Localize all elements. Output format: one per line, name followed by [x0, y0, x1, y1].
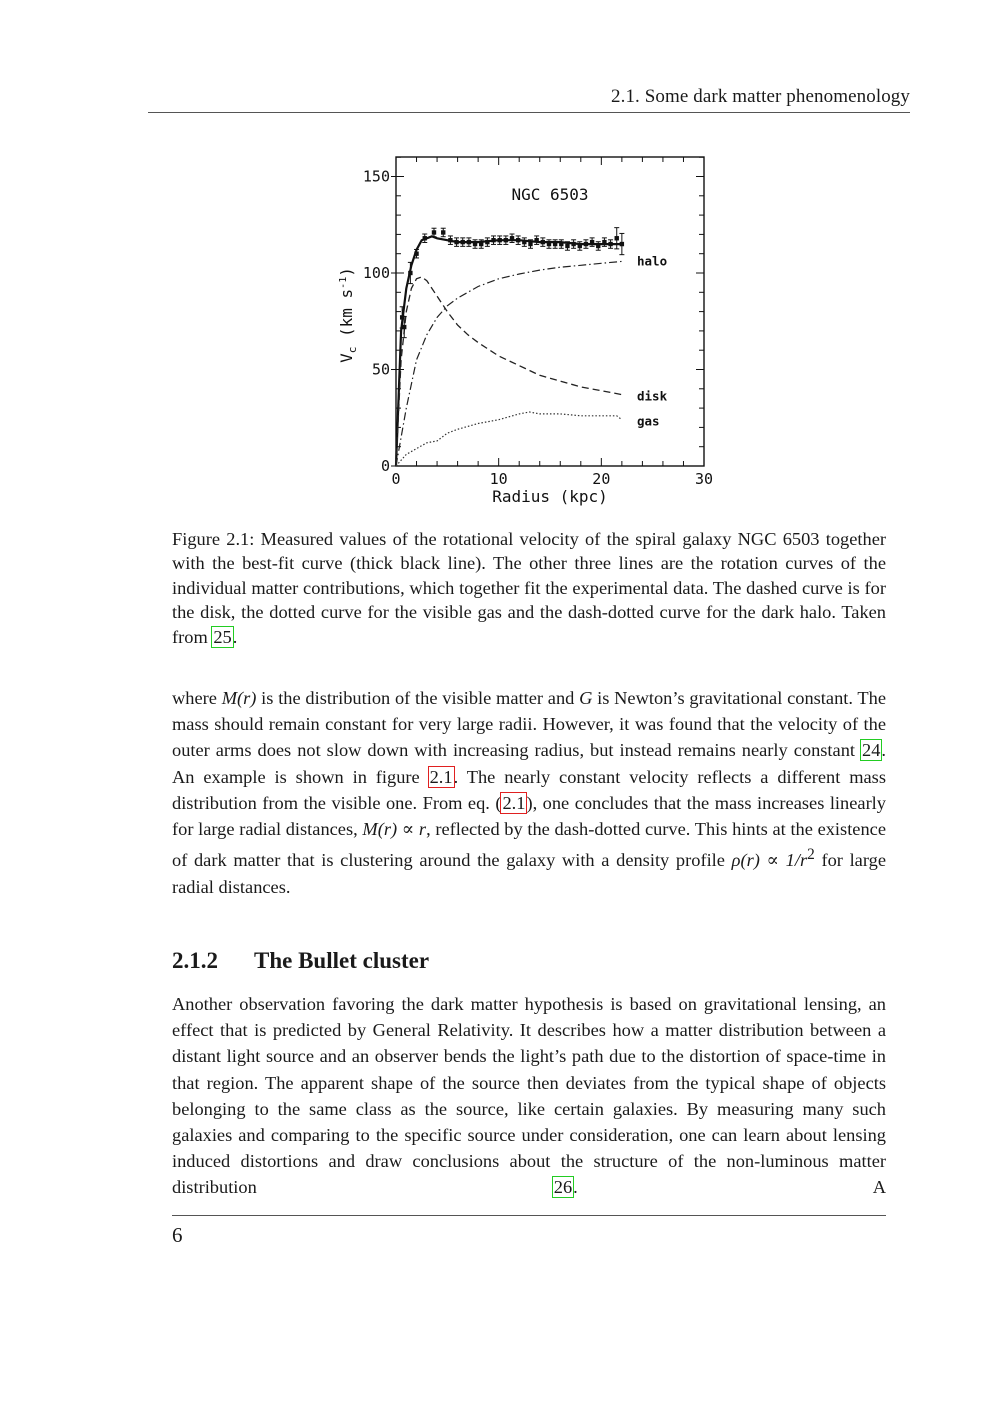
citation-link[interactable]: 24 [862, 740, 881, 761]
svg-text:50: 50 [371, 360, 390, 379]
header-rule [148, 112, 910, 113]
math-M-r: M(r) [221, 688, 257, 708]
figure-caption: Figure 2.1: Measured values of the rotational velocity of the spiral galaxy NGC 6503 together with the best-fit curve (thick black line). The other three lines are the rotation curves of the individual matter contributions, which together fit the experimental data. The dashed curve is for the disk, the dotted curve for the visible gas and the dash-dotted curve for the dark halo. Taken from 25. [172, 529, 886, 647]
rotation-curve-chart [330, 150, 730, 510]
svg-text:NGC 6503: NGC 6503 [511, 185, 589, 204]
svg-text:halo: halo [637, 253, 668, 269]
equation-reference-link[interactable]: 2.1 [502, 792, 526, 813]
caption-label: Figure 2.1: [172, 529, 255, 549]
svg-text:gas: gas [637, 413, 660, 429]
figure-reference-link[interactable]: 2.1 [429, 766, 453, 787]
citation-link[interactable]: 26 [553, 1177, 573, 1198]
svg-text:Vc (km s-1): $V_c$ (km $s^{-1}$) [337, 267, 359, 363]
section-heading [172, 948, 429, 974]
paragraph-bullet-cluster: Another observation favoring the dark matter hypothesis is based on gravitational lensing, an effect that is predicted by General Relativity. It describes how a matter distribution between a distant light source and an observer bends the light’s path due to the distortion of space-time in that region. The apparent shape of the source then deviates from the typical shape of objects belonging to the same class as the source, like certain galaxies. By measuring many such galaxies and comparing to the specific source under consideration, one can learn about lensing induced distortions and draw conclusions about the structure of the non-luminous matter distribution 26. A [172, 994, 887, 1198]
plot-curves [396, 236, 622, 466]
svg-text:0: 0 [380, 457, 390, 475]
paragraph-rotation: where M(r) is the distribution of the visible matter and G is Newton’s gravitational constant. The mass should remain constant for very large radii. However, it was found that the velocity of the outer arms does not slow down with increasing radius, but instead remains nearly constant 24. An example is shown in figure 2.1. The nearly constant velocity reflects a different mass distribution from the visible one. From eq. (2.1), one concludes that the mass increases linearly for large radial distances, M(r) ∝ r, reflected by the dash-dotted curve. This hints at the existence of dark matter that is clustering around the galaxy with a density profile $\rho(r) \propto 1/r^2$ for large radial distances. [172, 688, 886, 897]
svg-text:20: 20 [592, 470, 611, 488]
svg-text:Radius (kpc): Radius (kpc) [492, 487, 608, 506]
svg-text:10: 10 [489, 470, 508, 488]
svg-text:150: 150 [362, 167, 390, 186]
section-title: The Bullet cluster [254, 948, 430, 973]
citation-link[interactable]: 25 [213, 626, 232, 647]
axis-labels [337, 168, 713, 507]
svg-text:30: 30 [694, 470, 714, 488]
section-number: 2.1.2 [172, 948, 218, 973]
data-points [400, 228, 625, 338]
svg-text:100: 100 [362, 264, 390, 282]
svg-text:disk: disk [637, 388, 668, 404]
running-header: 2.1. Some dark matter phenomenology [611, 86, 910, 107]
footer-rule [172, 1215, 886, 1216]
page-number: 6 [172, 1223, 183, 1247]
math-density-profile: ρ(r) ∝ 1/r [731, 850, 808, 871]
figure-rotation-curve [330, 150, 730, 510]
svg-text:0: 0 [391, 470, 401, 488]
math-G: G [579, 688, 593, 708]
math-proportional: M(r) ∝ r [362, 819, 427, 840]
caption-text: Measured values of the rotational velocity of the spiral galaxy NGC 6503 together with the best-fit curve (thick black line). The other three lines are the rotation curves of the individual matter contributions, which together fit the experimental data. The dashed curve is for the disk, the dotted curve for the visible gas and the dash-dotted curve for the dark halo. Taken from [172, 529, 886, 647]
